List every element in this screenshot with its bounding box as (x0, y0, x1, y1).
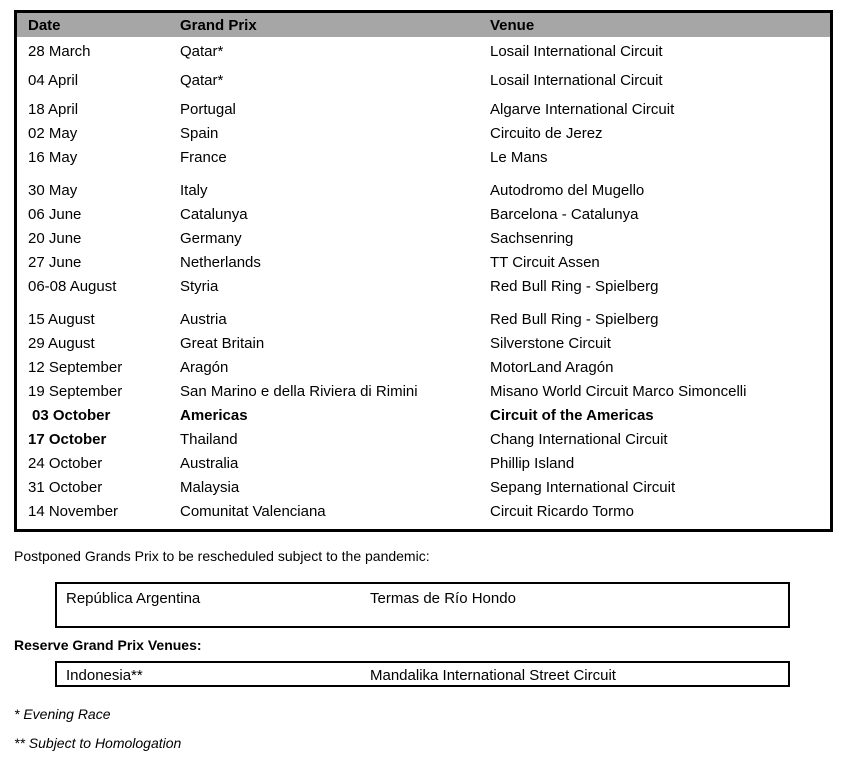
postponed-box (55, 582, 790, 628)
table-row (17, 274, 830, 298)
venue-cell: Autodromo del Mugello (490, 181, 645, 199)
venue-cell: Silverstone Circuit (490, 334, 611, 352)
gp-cell: San Marino e della Riviera di Rimini (180, 382, 418, 400)
venue-cell: Le Mans (490, 148, 548, 166)
date-cell: 19 September (28, 382, 123, 400)
date-cell: 24 October (28, 454, 103, 472)
date-cell: 20 June (28, 229, 82, 247)
table-row (17, 97, 830, 121)
gp-cell: Qatar* (180, 71, 224, 89)
footnote-homologation: ** Subject to Homologation (14, 735, 182, 751)
grand-prix-table (14, 10, 833, 532)
gp-cell: Spain (180, 124, 219, 142)
date-cell: 16 May (28, 148, 78, 166)
gp-cell: Americas (180, 406, 248, 424)
table-row (57, 663, 788, 687)
table-row (17, 379, 830, 403)
reserve-label: Reserve Grand Prix Venues: (14, 637, 202, 653)
venue-cell: Algarve International Circuit (490, 100, 675, 118)
gp-cell: Comunitat Valenciana (180, 502, 326, 520)
reserve-grand-prix: Indonesia** (66, 666, 143, 684)
grand-prix-rows (17, 39, 830, 523)
date-cell: 06-08 August (28, 277, 117, 295)
venue-cell: Circuit of the Americas (490, 406, 654, 424)
gp-cell: Catalunya (180, 205, 248, 223)
header-venue: Venue (490, 16, 535, 34)
venue-cell: Losail International Circuit (490, 42, 663, 60)
postponed-venue: Termas de Río Hondo (370, 589, 516, 607)
gp-cell: Malaysia (180, 478, 240, 496)
venue-cell: TT Circuit Assen (490, 253, 600, 271)
date-cell: 31 October (28, 478, 103, 496)
table-row (17, 451, 830, 475)
table-row (17, 121, 830, 145)
venue-cell: Circuit Ricardo Tormo (490, 502, 634, 520)
gp-cell: Styria (180, 277, 219, 295)
table-row (17, 499, 830, 523)
table-row (17, 355, 830, 379)
date-cell: 17 October (28, 430, 107, 448)
gp-cell: Australia (180, 454, 239, 472)
table-row (17, 178, 830, 202)
venue-cell: Misano World Circuit Marco Simoncelli (490, 382, 747, 400)
gp-cell: Italy (180, 181, 208, 199)
table-row (17, 145, 830, 169)
date-cell: 03 October (32, 406, 111, 424)
table-row (17, 202, 830, 226)
header-date: Date (28, 16, 61, 34)
venue-cell: Sepang International Circuit (490, 478, 676, 496)
postponed-note: Postponed Grands Prix to be rescheduled subject to the pandemic: (14, 548, 430, 564)
gp-cell: Thailand (180, 430, 238, 448)
venue-cell: Red Bull Ring - Spielberg (490, 310, 659, 328)
footnote-evening-race: * Evening Race (14, 706, 111, 722)
table-header-row (17, 13, 830, 37)
header-grand-prix: Grand Prix (180, 16, 257, 34)
table-row (17, 427, 830, 451)
date-cell: 28 March (28, 42, 91, 60)
table-row (17, 307, 830, 331)
venue-cell: Circuito de Jerez (490, 124, 603, 142)
date-cell: 15 August (28, 310, 95, 328)
postponed-grand-prix: República Argentina (66, 589, 201, 607)
venue-cell: Sachsenring (490, 229, 574, 247)
table-row (17, 250, 830, 274)
date-cell: 18 April (28, 100, 79, 118)
date-cell: 30 May (28, 181, 78, 199)
date-cell: 12 September (28, 358, 123, 376)
table-row (17, 331, 830, 355)
venue-cell: MotorLand Aragón (490, 358, 614, 376)
reserve-venue: Mandalika International Street Circuit (370, 666, 616, 684)
date-cell: 14 November (28, 502, 119, 520)
venue-cell: Red Bull Ring - Spielberg (490, 277, 659, 295)
venue-cell: Phillip Island (490, 454, 575, 472)
venue-cell: Barcelona - Catalunya (490, 205, 639, 223)
gp-cell: Great Britain (180, 334, 265, 352)
reserve-box (55, 661, 790, 687)
table-row (57, 586, 788, 610)
table-row (17, 68, 830, 92)
gp-cell: Aragón (180, 358, 229, 376)
venue-cell: Chang International Circuit (490, 430, 668, 448)
date-cell: 02 May (28, 124, 78, 142)
gp-cell: France (180, 148, 227, 166)
date-cell: 06 June (28, 205, 82, 223)
gp-cell: Germany (180, 229, 242, 247)
gp-cell: Austria (180, 310, 227, 328)
gp-cell: Netherlands (180, 253, 261, 271)
table-row (17, 39, 830, 63)
table-row (17, 403, 830, 427)
date-cell: 27 June (28, 253, 82, 271)
gp-cell: Qatar* (180, 42, 224, 60)
date-cell: 04 April (28, 71, 79, 89)
date-cell: 29 August (28, 334, 95, 352)
gp-cell: Portugal (180, 100, 236, 118)
table-row (17, 475, 830, 499)
table-row (17, 226, 830, 250)
venue-cell: Losail International Circuit (490, 71, 663, 89)
